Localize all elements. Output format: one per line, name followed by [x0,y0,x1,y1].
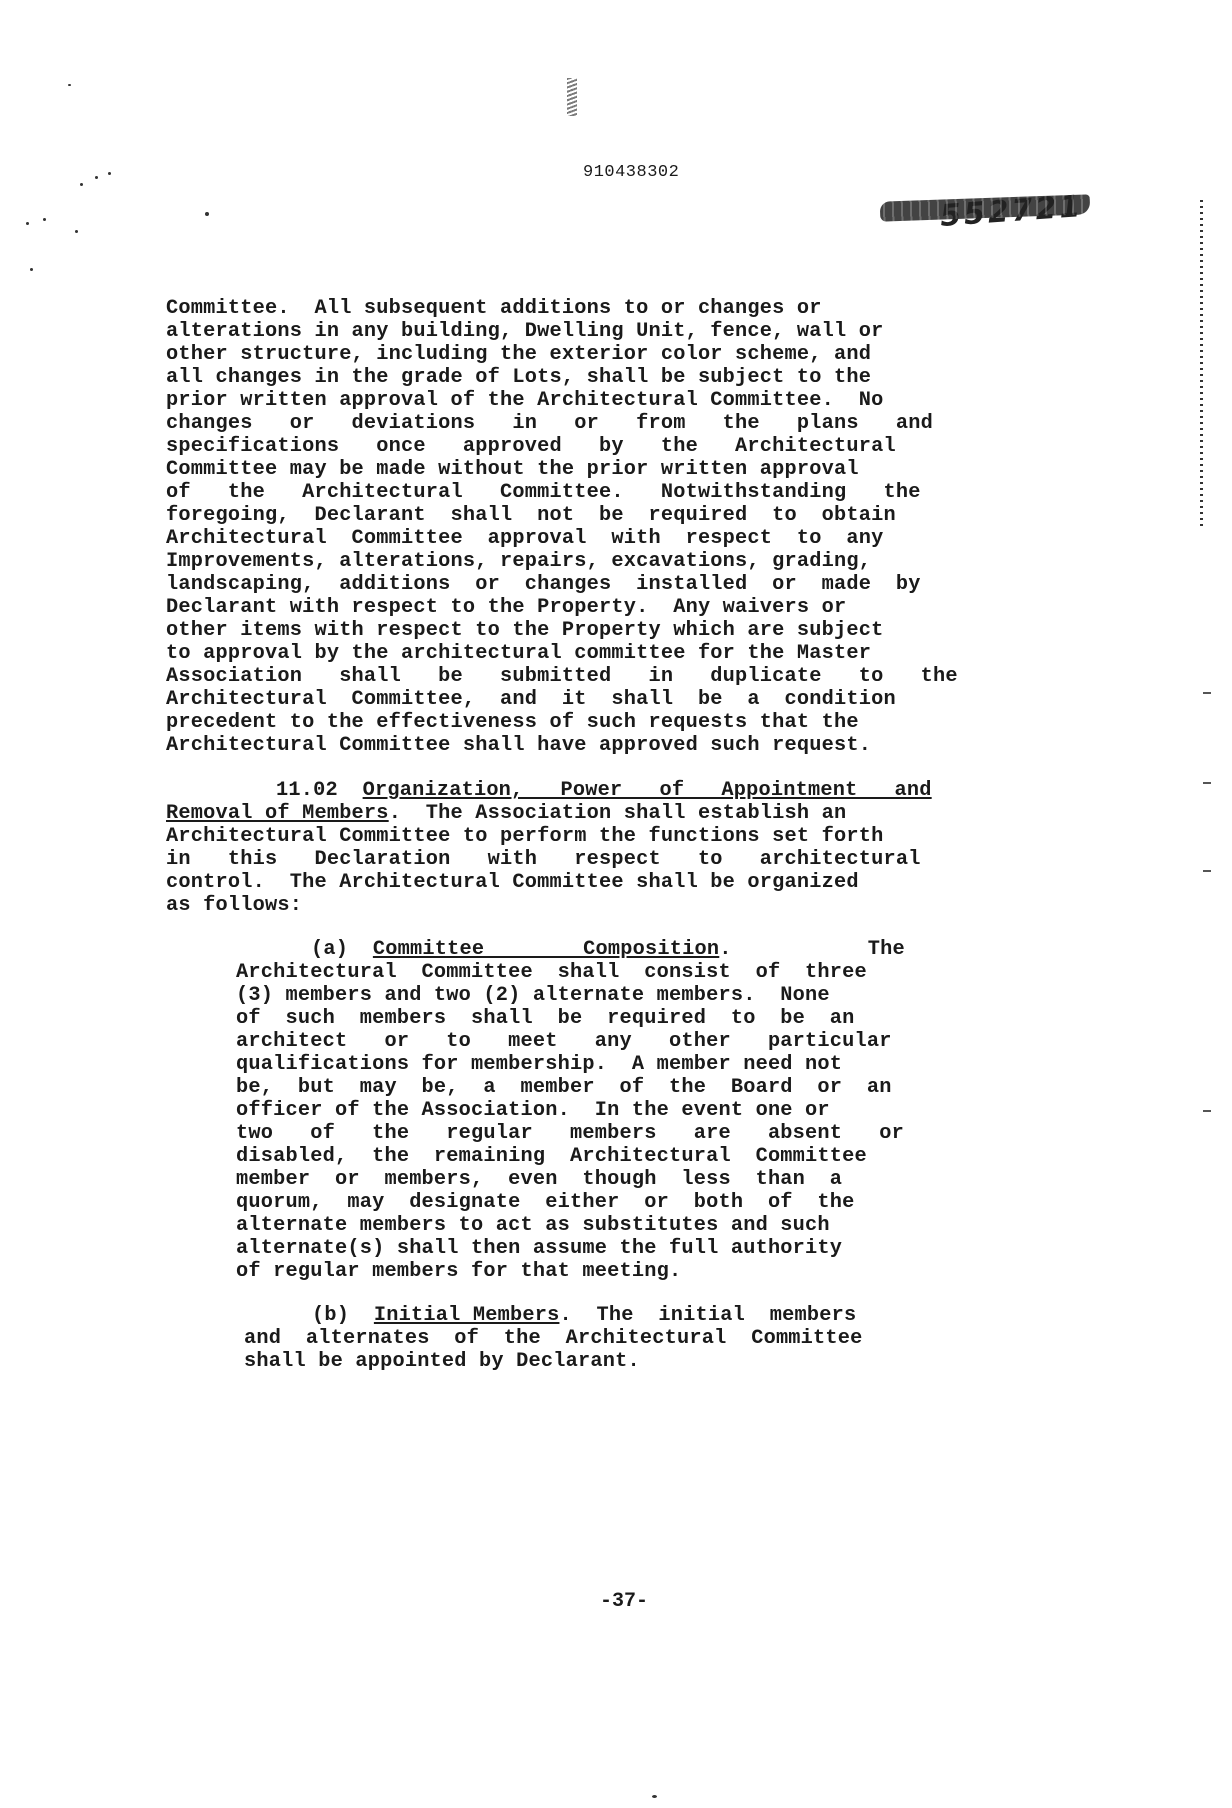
scan-speck [205,212,209,216]
text-line: alternate members to act as substitutes and such [236,1214,830,1237]
subsection-b [244,1304,863,1373]
text-line: Architectural Committee to perform the functions set forth [166,825,884,848]
subsection-b-heading-end: . The initial members [559,1304,857,1327]
subsection-b-heading: Initial Members [373,1304,560,1327]
text-line: alternate(s) shall then assume the full authority [236,1237,843,1260]
text-line: Committee may be made without the prior written approval [166,458,859,481]
scan-speck [75,230,78,233]
text-line: all changes in the grade of Lots, shall be subject to the [166,366,872,389]
subsection-a-heading: Committee Composition [372,938,720,961]
text-line: Declarant with respect to the Property. Any waivers or [166,596,847,619]
section-number: 11.02 [276,779,338,802]
text-line: precedent to the effectiveness of such requests that the [166,711,859,734]
scan-edge-marks [1200,200,1203,530]
text-line: to approval by the architectural committee for the Master [166,642,872,665]
subsection-a-label: (a) [311,938,349,961]
text-line: two of the regular members are absent or [236,1122,905,1145]
scan-edge-tick [1203,782,1211,784]
text-line: other structure, including the exterior color scheme, and [166,343,872,366]
text-line: and alternates of the Architectural Committee [244,1327,863,1350]
text-line: Association shall be submitted in duplicate to the [166,665,958,688]
scan-edge-tick [1203,1110,1211,1112]
text-line: Architectural Committee, and it shall be a condition [166,688,896,711]
ink-mark [567,78,577,116]
text-line: quorum, may designate either or both of the [236,1191,855,1214]
text-line: disabled, the remaining Architectural Committee [236,1145,867,1168]
scan-speck [652,1795,657,1798]
text-line: qualifications for membership. A member need not [236,1053,843,1076]
section-11-02 [166,779,932,917]
scan-speck [108,172,111,175]
text-line: in this Declaration with respect to architectural [166,848,921,871]
text-line: of regular members for that meeting. [236,1260,682,1283]
subsection-b-label: (b) [312,1304,350,1327]
text-line: specifications once approved by the Architectural [166,435,896,458]
text-line: prior written approval of the Architectural Committee. No [166,389,884,412]
text-line: shall be appointed by Declarant. [244,1350,640,1373]
text-line: architect or to meet any other particular [236,1030,892,1053]
text-line: as follows: [166,894,303,917]
text-line: Architectural Committee shall consist of three [236,961,867,984]
page-number: -37- [600,1590,649,1613]
scan-speck [95,176,98,179]
text-line: changes or deviations in or from the plans and [166,412,933,435]
subsection-a-heading-end: . The [719,938,905,961]
scan-speck [26,222,29,225]
scan-edge-tick [1203,870,1211,872]
text-line: Improvements, alterations, repairs, excavations, grading, [166,550,872,573]
text-line: alterations in any building, Dwelling Unit, fence, wall or [166,320,884,343]
text-line: (3) members and two (2) alternate members. None [236,984,830,1007]
text-line: Architectural Committee approval with respect to any [166,527,884,550]
text-line: Committee. All subsequent additions to or changes or [166,297,822,320]
scan-speck [30,268,33,271]
text-line: be, but may be, a member of the Board or an [236,1076,892,1099]
text-line: foregoing, Declarant shall not be required to obtain [166,504,896,527]
paragraph-committee-approval [166,297,958,757]
subsection-a [236,938,905,1283]
scan-speck [68,84,71,86]
scan-edge-tick [1203,692,1211,694]
text-line: of such members shall be required to be an [236,1007,855,1030]
text-line: of the Architectural Committee. Notwithstanding the [166,481,921,504]
text-line: other items with respect to the Property which are subject [166,619,884,642]
text-line: member or members, even though less than a [236,1168,843,1191]
document-number: 910438302 [583,163,680,182]
text-line: officer of the Association. In the event one or [236,1099,830,1122]
section-heading-line2: Removal of Members [166,802,389,825]
text-line: control. The Architectural Committee shall be organized [166,871,859,894]
section-heading-line1: Organization, Power of Appointment and [362,779,932,802]
text-line: Architectural Committee shall have approved such request. [166,734,872,757]
section-heading-rest: . The Association shall establish an [388,802,847,825]
scan-speck [80,183,83,186]
text-line: landscaping, additions or changes installed or made by [166,573,921,596]
recording-stamp [880,192,1092,236]
scan-speck [43,218,46,221]
